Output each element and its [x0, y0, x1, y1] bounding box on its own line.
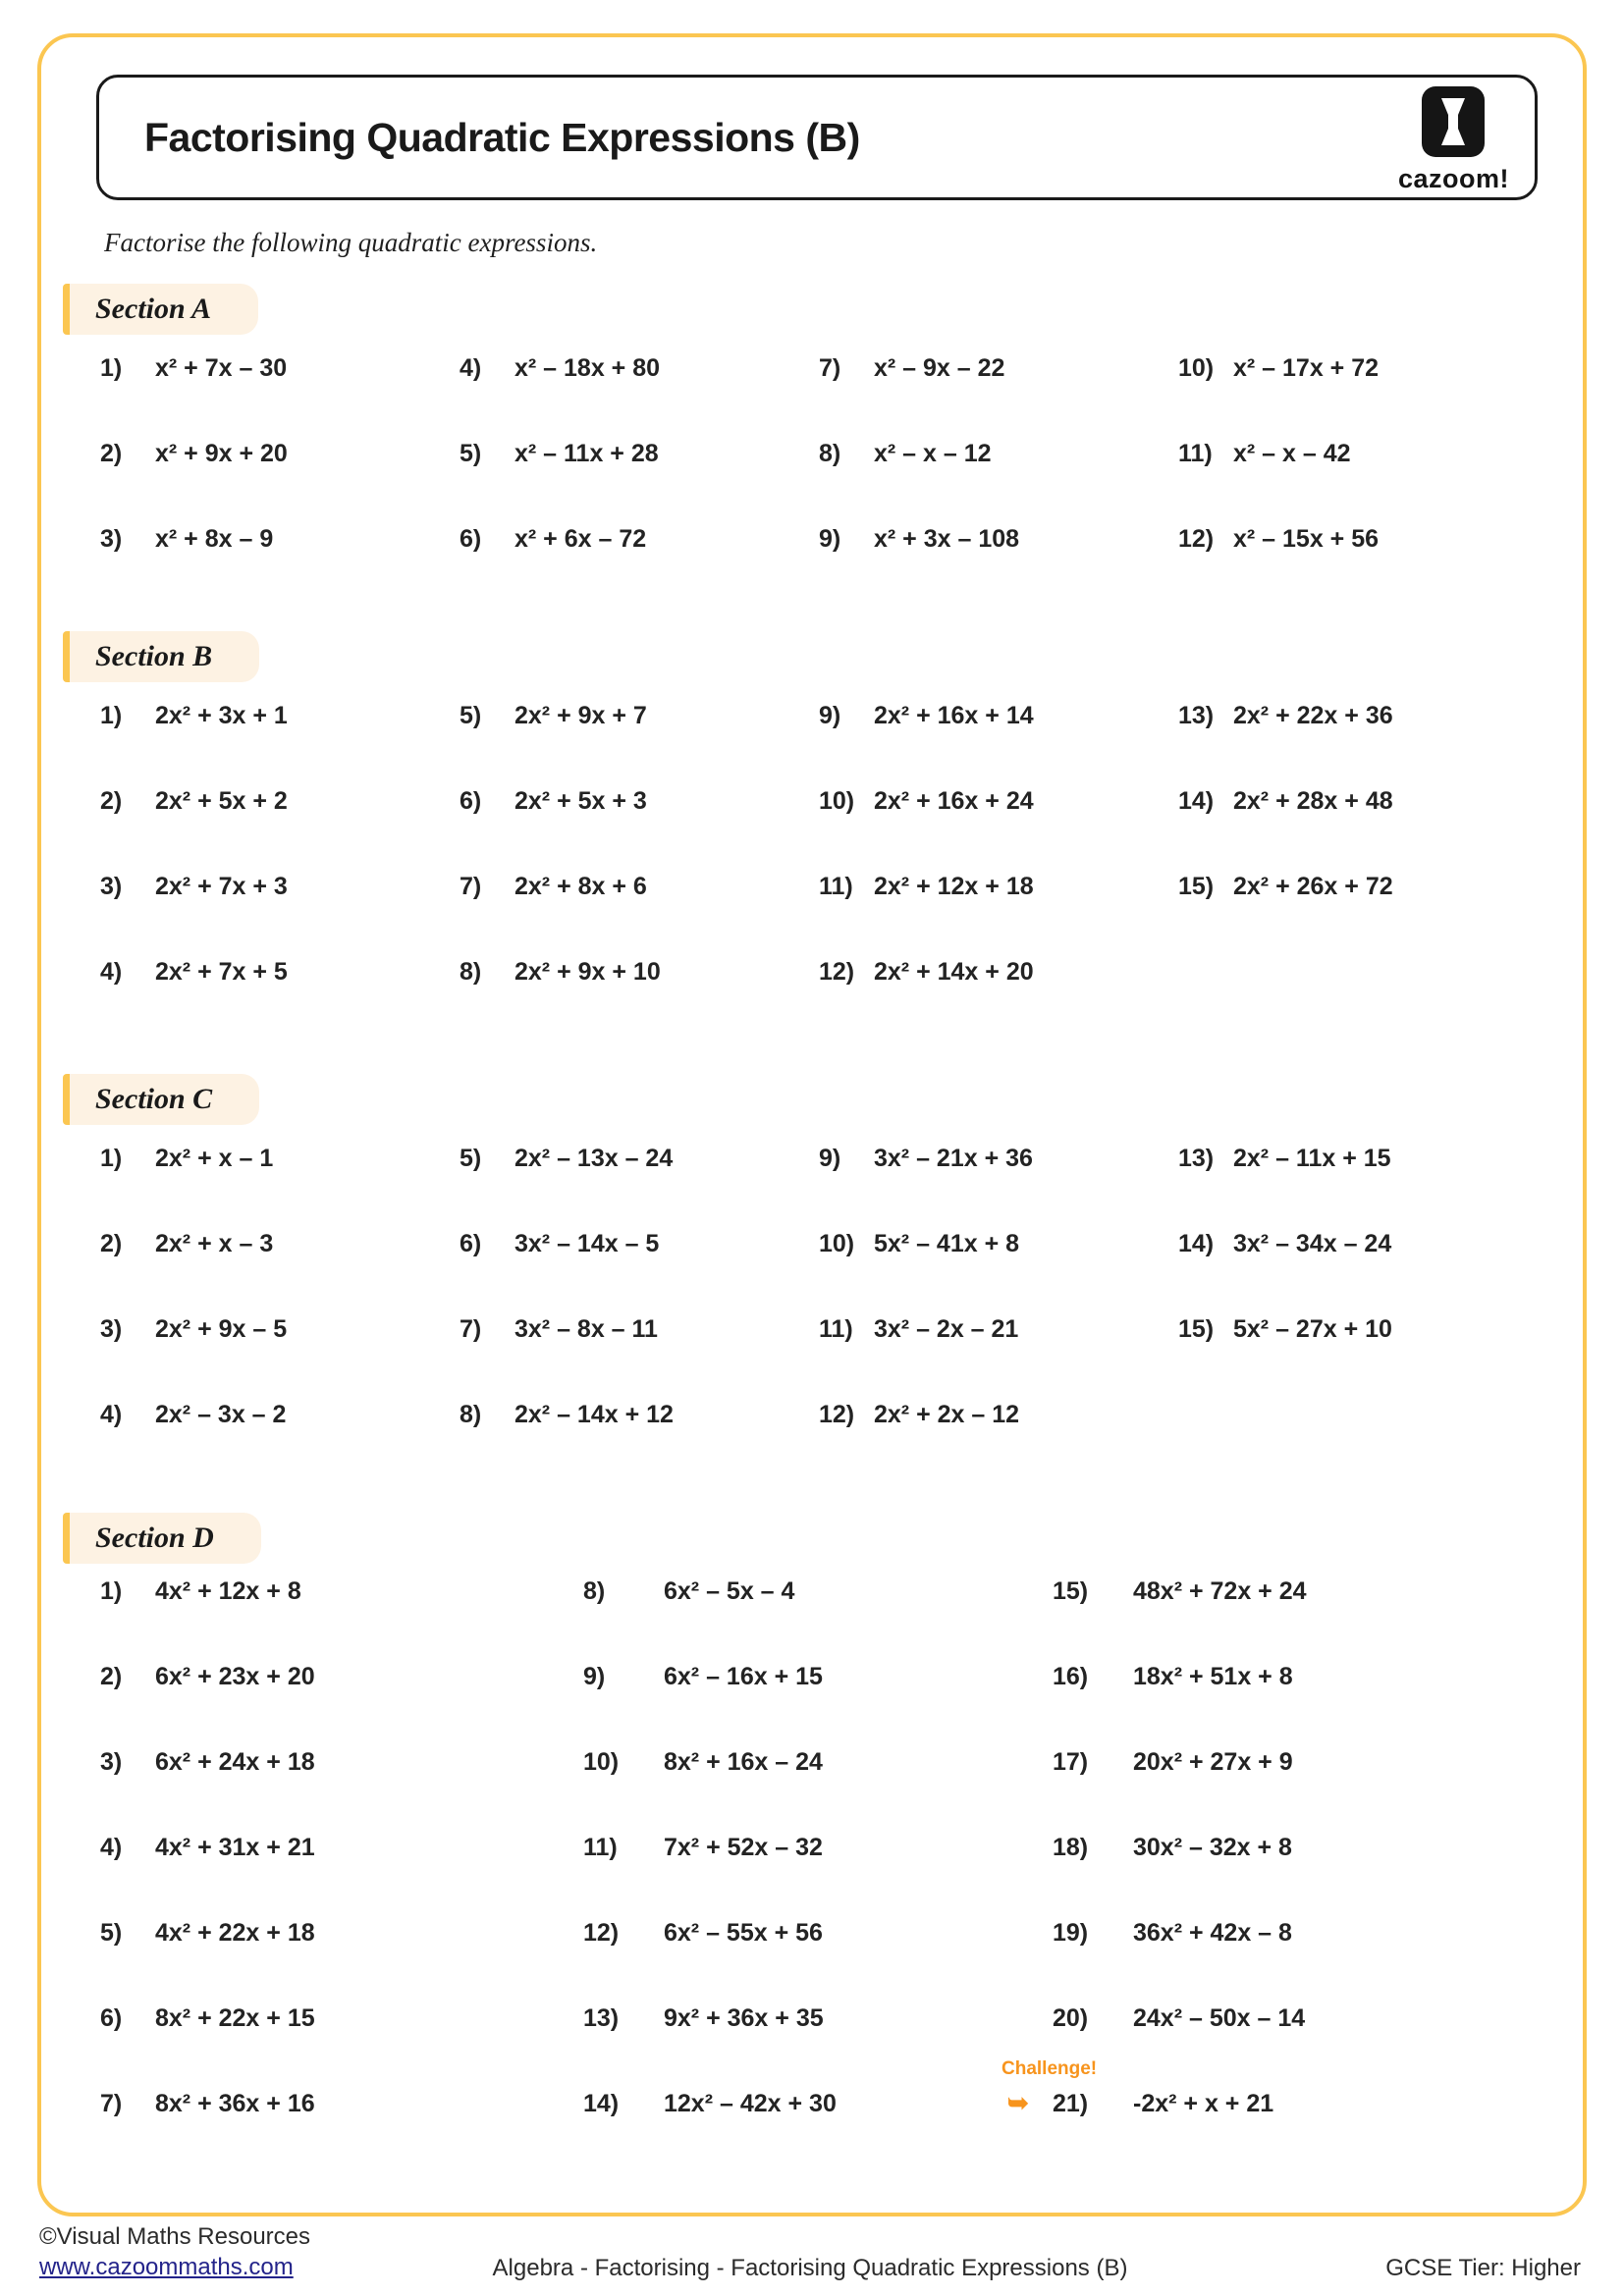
question-item [100, 440, 460, 469]
question-number: 15) [1178, 873, 1215, 900]
question-number: 5) [460, 1145, 482, 1172]
question-number: 11) [819, 873, 853, 900]
title-box [96, 75, 1538, 200]
question-item [1053, 1663, 1563, 1692]
question-expression: 12x² – 42x + 30 [664, 2090, 837, 2117]
question-expression: x² – 15x + 56 [1233, 525, 1380, 553]
question-expression: 5x² – 41x + 8 [874, 1230, 1020, 1257]
question-expression: 2x² + 9x + 10 [514, 958, 661, 986]
question-expression: x² + 9x + 20 [155, 440, 288, 467]
section-d-header: Section D [63, 1513, 261, 1564]
question-expression: 6x² – 5x – 4 [664, 1577, 795, 1605]
question-expression: x² – 9x – 22 [874, 354, 1005, 382]
question-expression: 48x² + 72x + 24 [1133, 1577, 1307, 1605]
question-item [100, 1401, 460, 1430]
question-expression: 6x² + 24x + 18 [155, 1748, 315, 1776]
question-number: 1) [100, 1145, 123, 1172]
question-number: 15) [1053, 1577, 1089, 1605]
cazoom-logo [1398, 80, 1509, 194]
question-column [1178, 702, 1393, 988]
question-number: 9) [819, 702, 841, 729]
question-expression: 20x² + 27x + 9 [1133, 1748, 1293, 1776]
question-number: 14) [1178, 787, 1215, 815]
challenge-arrow-icon: ➥ [1007, 2088, 1029, 2117]
question-item [819, 787, 1178, 817]
question-expression: 8x² + 36x + 16 [155, 2090, 315, 2117]
question-number: 20) [1053, 2004, 1089, 2032]
question-column [819, 354, 1178, 555]
question-number: 4) [460, 354, 482, 382]
question-number: 3) [100, 1315, 123, 1343]
question-expression: 18x² + 51x + 8 [1133, 1663, 1293, 1690]
question-expression: 2x² + 5x + 2 [155, 787, 288, 815]
question-number: 7) [460, 1315, 482, 1343]
question-expression: x² + 6x – 72 [514, 525, 647, 553]
section-c-questions [100, 1145, 1563, 1430]
question-number: 9) [819, 525, 841, 553]
question-item [819, 1230, 1178, 1259]
question-item [100, 787, 460, 817]
section-a [63, 284, 1563, 555]
question-number: 6) [100, 2004, 123, 2032]
question-number: 12) [819, 1401, 855, 1428]
footer-copyright: ©Visual Maths Resources [39, 2222, 311, 2250]
question-expression: x² – x – 42 [1233, 440, 1351, 467]
question-item [1053, 1577, 1563, 1607]
question-item [100, 1919, 583, 1949]
question-item [1178, 1230, 1392, 1259]
question-expression: x² + 3x – 108 [874, 525, 1020, 553]
question-expression: x² – 17x + 72 [1233, 354, 1380, 382]
question-expression: 2x² – 11x + 15 [1233, 1145, 1391, 1172]
question-column [100, 1145, 460, 1430]
question-column [583, 1577, 1053, 2119]
question-expression: x² + 8x – 9 [155, 525, 274, 553]
section-c-header: Section C [63, 1074, 259, 1125]
question-item [100, 1663, 583, 1692]
page-title: Factorising Quadratic Expressions (B) [144, 114, 860, 160]
question-item [1178, 787, 1393, 817]
question-number: 3) [100, 525, 123, 553]
question-item [460, 1315, 819, 1345]
question-expression: 2x² + x – 1 [155, 1145, 274, 1172]
question-number: 4) [100, 958, 123, 986]
question-number: 13) [1178, 702, 1215, 729]
question-expression: 2x² + 7x + 3 [155, 873, 288, 900]
question-item [460, 354, 819, 384]
question-item [1178, 525, 1379, 555]
question-number: 4) [100, 1834, 123, 1861]
question-item [583, 1834, 1053, 1863]
question-expression: 2x² + 12x + 18 [874, 873, 1034, 900]
question-item [583, 1919, 1053, 1949]
question-column [460, 1145, 819, 1430]
question-number: 10) [1178, 354, 1215, 382]
question-number: 4) [100, 1401, 123, 1428]
section-d-questions [100, 1577, 1563, 2119]
question-expression: 2x² + 22x + 36 [1233, 702, 1393, 729]
question-number: 12) [1178, 525, 1215, 553]
question-item [1178, 873, 1393, 902]
question-expression: 2x² + 26x + 72 [1233, 873, 1393, 900]
question-item [1053, 1748, 1563, 1778]
question-number: 1) [100, 354, 123, 382]
question-item [460, 958, 819, 988]
question-number: 21) [1053, 2090, 1089, 2117]
question-number: 14) [583, 2090, 620, 2117]
question-number: 10) [819, 1230, 855, 1257]
question-column [819, 702, 1178, 988]
question-item [819, 440, 1178, 469]
question-item [819, 958, 1178, 988]
question-expression: 9x² + 36x + 35 [664, 2004, 824, 2032]
question-number: 13) [583, 2004, 620, 2032]
question-item [460, 525, 819, 555]
question-expression: 6x² – 16x + 15 [664, 1663, 823, 1690]
question-expression: 2x² – 13x – 24 [514, 1145, 674, 1172]
question-expression: 3x² – 34x – 24 [1233, 1230, 1392, 1257]
question-expression: 2x² + 9x – 5 [155, 1315, 288, 1343]
question-number: 2) [100, 440, 123, 467]
section-b-header: Section B [63, 631, 259, 682]
question-expression: 3x² – 2x – 21 [874, 1315, 1019, 1343]
section-a-questions [100, 354, 1563, 555]
question-item [460, 440, 819, 469]
question-number: 3) [100, 1748, 123, 1776]
footer-tier-label: GCSE Tier: Higher [1385, 2255, 1581, 2281]
question-item [1178, 354, 1379, 384]
question-expression: 3x² – 8x – 11 [514, 1315, 658, 1343]
question-item [460, 787, 819, 817]
question-item [100, 702, 460, 731]
question-column [100, 702, 460, 988]
instruction-text: Factorise the following quadratic expressions. [104, 228, 598, 257]
question-expression: 2x² + 14x + 20 [874, 958, 1034, 986]
question-number: 17) [1053, 1748, 1089, 1776]
question-item [100, 1315, 460, 1345]
question-expression: 2x² + 28x + 48 [1233, 787, 1393, 815]
question-number: 18) [1053, 1834, 1089, 1861]
question-expression: 8x² + 16x – 24 [664, 1748, 823, 1776]
question-number: 14) [1178, 1230, 1215, 1257]
section-c [63, 1074, 1563, 1430]
question-expression: 24x² – 50x – 14 [1133, 2004, 1306, 2032]
question-expression: 3x² – 21x + 36 [874, 1145, 1033, 1172]
question-number: 8) [583, 1577, 606, 1605]
question-column [100, 1577, 583, 2119]
question-expression: 2x² + 5x + 3 [514, 787, 647, 815]
question-item [819, 354, 1178, 384]
page-border-frame [37, 33, 1587, 2216]
question-number: 2) [100, 787, 123, 815]
question-number: 7) [819, 354, 841, 382]
question-expression: 2x² + 16x + 24 [874, 787, 1034, 815]
question-item [1053, 1919, 1563, 1949]
question-expression: 2x² + 9x + 7 [514, 702, 647, 729]
question-item [100, 1145, 460, 1174]
question-number: 1) [100, 1577, 123, 1605]
question-item [583, 1663, 1053, 1692]
question-item [460, 1401, 819, 1430]
question-column [460, 354, 819, 555]
question-item [819, 1401, 1178, 1430]
question-item [1053, 2004, 1563, 2034]
question-item [819, 1145, 1178, 1174]
question-item [100, 354, 460, 384]
question-number: 1) [100, 702, 123, 729]
question-expression: 2x² – 14x + 12 [514, 1401, 674, 1428]
section-b [63, 631, 1563, 988]
section-a-header: Section A [63, 284, 258, 335]
question-number: 11) [819, 1315, 853, 1343]
question-expression: x² – 18x + 80 [514, 354, 661, 382]
question-expression: x² – 11x + 28 [514, 440, 659, 467]
question-number: 8) [460, 958, 482, 986]
question-expression: 2x² + 16x + 14 [874, 702, 1034, 729]
question-number: 6) [460, 787, 482, 815]
footer-left [39, 2221, 310, 2282]
question-expression: x² – x – 12 [874, 440, 992, 467]
question-column [1001, 1577, 1563, 2119]
question-expression: 4x² + 22x + 18 [155, 1919, 315, 1947]
question-item [100, 1230, 460, 1259]
question-expression: 2x² + 8x + 6 [514, 873, 647, 900]
question-item [819, 525, 1178, 555]
question-item [460, 873, 819, 902]
question-column [460, 702, 819, 988]
question-item [1178, 1145, 1392, 1174]
question-item [1001, 2058, 1563, 2119]
cazoom-logo-icon [1422, 86, 1485, 162]
question-expression: 4x² + 31x + 21 [155, 1834, 315, 1861]
question-number: 12) [819, 958, 855, 986]
question-item [1178, 440, 1379, 469]
question-number: 8) [460, 1401, 482, 1428]
question-number: 5) [460, 440, 482, 467]
cazoom-logo-text: cazoom! [1397, 164, 1509, 193]
question-number: 9) [819, 1145, 841, 1172]
question-item [460, 1145, 819, 1174]
section-b-questions [100, 702, 1563, 988]
question-item [100, 873, 460, 902]
question-number: 6) [460, 1230, 482, 1257]
question-expression: 7x² + 52x – 32 [664, 1834, 823, 1861]
question-expression: 6x² + 23x + 20 [155, 1663, 315, 1690]
question-item [100, 958, 460, 988]
question-item [819, 1315, 1178, 1345]
question-expression: 2x² + 3x + 1 [155, 702, 288, 729]
question-item [100, 2004, 583, 2034]
question-number: 10) [583, 1748, 620, 1776]
question-column [100, 354, 460, 555]
question-item [100, 1748, 583, 1778]
question-expression: -2x² + x + 21 [1133, 2090, 1274, 2117]
question-item [100, 2090, 583, 2119]
question-number: 11) [1178, 440, 1213, 467]
question-expression: 2x² + 7x + 5 [155, 958, 288, 986]
question-item [460, 1230, 819, 1259]
question-item [100, 1834, 583, 1863]
question-expression: 3x² – 14x – 5 [514, 1230, 660, 1257]
question-expression: 2x² – 3x – 2 [155, 1401, 287, 1428]
question-item [819, 702, 1178, 731]
question-number: 10) [819, 787, 855, 815]
question-expression: 5x² – 27x + 10 [1233, 1315, 1392, 1343]
question-expression: 8x² + 22x + 15 [155, 2004, 315, 2032]
question-number: 13) [1178, 1145, 1215, 1172]
question-number: 12) [583, 1919, 620, 1947]
question-item [460, 702, 819, 731]
question-number: 8) [819, 440, 841, 467]
question-item [583, 2004, 1053, 2034]
question-number: 11) [583, 1834, 618, 1861]
question-item [583, 1748, 1053, 1778]
question-expression: 2x² + 2x – 12 [874, 1401, 1020, 1428]
question-item [100, 1577, 583, 1607]
question-item [1053, 1834, 1563, 1863]
question-item [1178, 1315, 1392, 1345]
question-expression: 4x² + 12x + 8 [155, 1577, 301, 1605]
question-number: 7) [100, 2090, 123, 2117]
question-number: 2) [100, 1663, 123, 1690]
question-number: 19) [1053, 1919, 1089, 1947]
question-item [819, 873, 1178, 902]
question-item [583, 1577, 1053, 1607]
question-number: 6) [460, 525, 482, 553]
question-expression: 2x² + x – 3 [155, 1230, 274, 1257]
question-number: 15) [1178, 1315, 1215, 1343]
footer [39, 2221, 1581, 2282]
question-number: 7) [460, 873, 482, 900]
question-item [100, 525, 460, 555]
question-column [1178, 354, 1379, 555]
question-item [1178, 702, 1393, 731]
question-item [583, 2090, 1053, 2119]
footer-breadcrumb: Algebra - Factorising - Factorising Quadratic Expressions (B) [492, 2255, 1128, 2281]
question-number: 5) [100, 1919, 123, 1947]
footer-website-link[interactable]: www.cazoommaths.com [39, 2253, 294, 2280]
question-number: 3) [100, 873, 123, 900]
question-expression: 6x² – 55x + 56 [664, 1919, 823, 1947]
question-expression: 36x² + 42x – 8 [1133, 1919, 1292, 1947]
question-expression: x² + 7x – 30 [155, 354, 288, 382]
question-column [1178, 1145, 1392, 1430]
question-expression: 30x² – 32x + 8 [1133, 1834, 1292, 1861]
question-number: 2) [100, 1230, 123, 1257]
question-number: 5) [460, 702, 482, 729]
question-column [819, 1145, 1178, 1430]
question-number: 9) [583, 1663, 606, 1690]
section-d [63, 1513, 1563, 2119]
question-number: 16) [1053, 1663, 1089, 1690]
challenge-label: Challenge! [1001, 2058, 1098, 2079]
